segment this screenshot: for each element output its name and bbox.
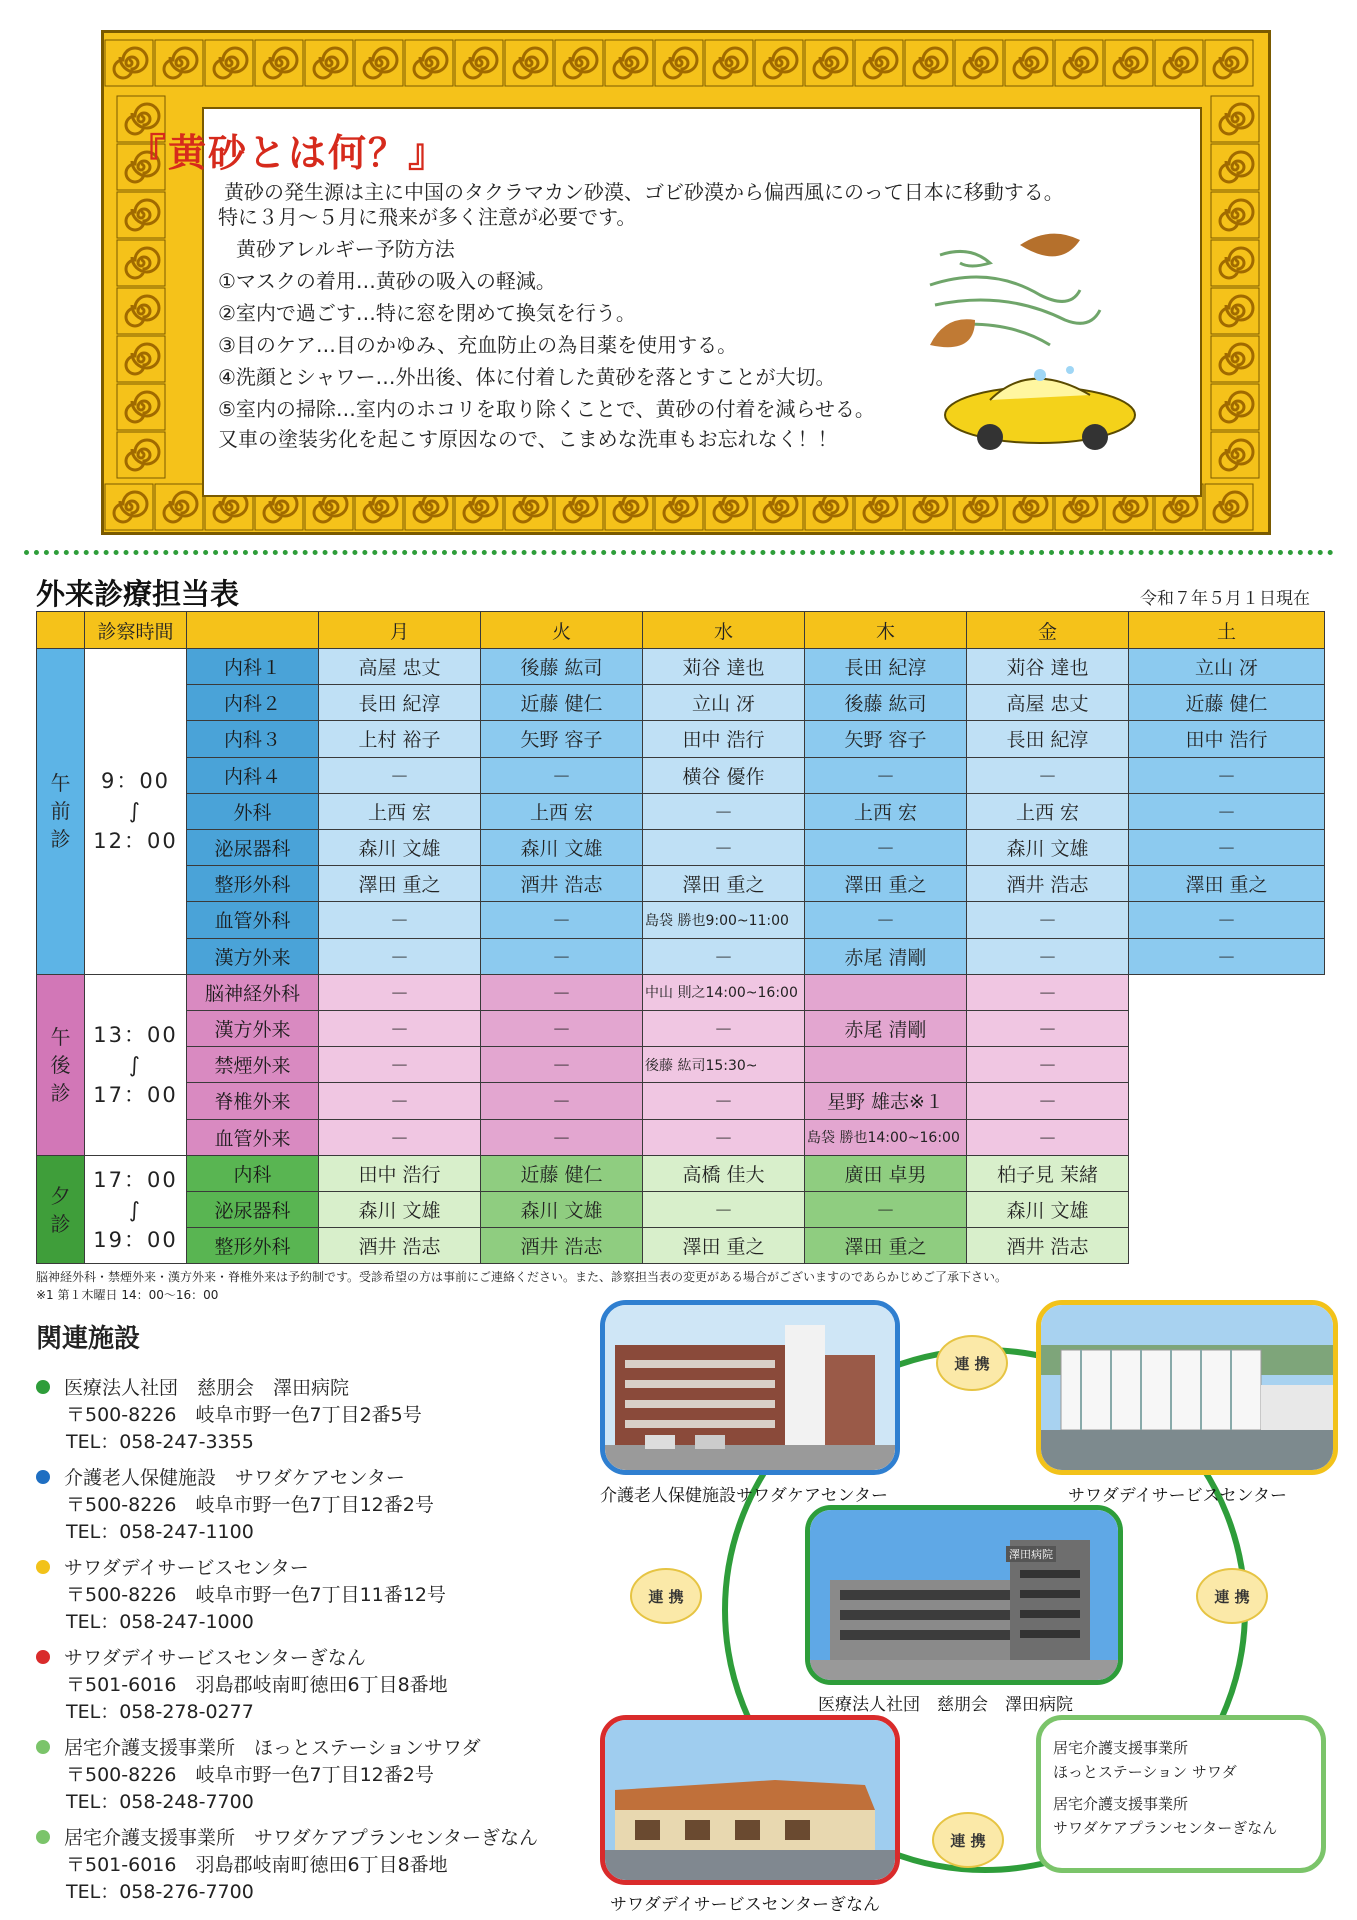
kosa-item: ①マスクの着用…黄砂の吸入の軽減。 xyxy=(218,269,556,293)
spiral-ornament-icon xyxy=(1154,39,1204,87)
session-label-char: 午 xyxy=(50,1024,71,1049)
spiral-ornament-icon xyxy=(954,39,1004,87)
spiral-ornament-icon xyxy=(204,39,254,87)
doctor-cell: － xyxy=(966,1010,1129,1047)
doctor-cell: 長田 紀淳 xyxy=(966,720,1129,757)
time-part: 19：00 xyxy=(93,1227,178,1252)
renkei-badge: 連 携 xyxy=(936,1335,1008,1391)
spiral-ornament-icon xyxy=(354,39,404,87)
doctor-cell: 高橋 佳大 xyxy=(642,1155,805,1192)
doctor-cell: 廣田 卓男 xyxy=(804,1155,967,1192)
dept-cell: 泌尿器科 xyxy=(186,829,319,866)
care-center-caption: 介護老人保健施設サワダケアセンター xyxy=(600,1486,888,1506)
doctor-cell: 高屋 忠丈 xyxy=(318,648,481,685)
header-dept xyxy=(186,611,319,649)
schedule-date: 令和７年５月１日現在 xyxy=(1140,589,1310,609)
doctor-cell: 酒井 浩志 xyxy=(480,865,643,902)
doctor-cell: 苅谷 達也 xyxy=(966,648,1129,685)
doctor-cell: － xyxy=(642,1119,805,1156)
renkei-badge: 連 携 xyxy=(932,1812,1004,1868)
spiral-ornament-icon xyxy=(1054,39,1104,87)
facility-name: サワダデイサービスセンターぎなん xyxy=(64,1647,366,1669)
spiral-ornament-icon xyxy=(804,39,854,87)
day-service-ginan-caption: サワダデイサービスセンターぎなん xyxy=(610,1895,880,1915)
header-day: 土 xyxy=(1128,611,1325,649)
doctor-cell: 田中 浩行 xyxy=(318,1155,481,1192)
facility-name: 介護老人保健施設 サワダケアセンター xyxy=(64,1467,405,1489)
facility-tel: TEL：058-247-1100 xyxy=(66,1521,254,1543)
spiral-ornament-icon xyxy=(754,39,804,87)
doctor-cell: － xyxy=(318,1046,481,1083)
kosa-subtitle: 黄砂アレルギー予防方法 xyxy=(236,237,455,261)
doctor-cell: 酒井 浩志 xyxy=(318,1227,481,1264)
renkei-badge: 連 携 xyxy=(1196,1568,1268,1624)
time-part: ∫ xyxy=(129,799,142,824)
facility-address: 〒500-8226 岐阜市野一色7丁目11番12号 xyxy=(66,1584,446,1606)
dept-cell: 外科 xyxy=(186,793,319,830)
bullet-dot-icon xyxy=(36,1830,50,1844)
facility-address: 〒500-8226 岐阜市野一色7丁目12番2号 xyxy=(66,1764,434,1786)
facility-item xyxy=(36,1465,596,1546)
hospital-photo xyxy=(805,1505,1123,1685)
spiral-ornament-icon xyxy=(116,191,166,239)
doctor-cell: － xyxy=(642,1082,805,1119)
doctor-cell: － xyxy=(480,757,643,794)
doctor-cell: － xyxy=(318,1010,481,1047)
evening-session-label xyxy=(36,1155,85,1265)
doctor-cell: 澤田 重之 xyxy=(1128,865,1325,902)
doctor-cell: 澤田 重之 xyxy=(804,1227,967,1264)
kosa-intro-1: 黄砂の発生源は主に中国のタクラマカン砂漠、ゴビ砂漠から偏西風にのって日本に移動する。 xyxy=(224,180,1064,204)
doctor-cell: － xyxy=(318,901,481,938)
section-divider xyxy=(24,550,1334,555)
schedule-note: 脳神経外科・禁煙外来・漢方外来・脊椎外来は予約制です。受診希望の方は事前にご連絡ください。また、診察担当表の変更がある場合がございますのであらかじめご了承下さい。 xyxy=(36,1270,1008,1284)
doctor-cell: 近藤 健仁 xyxy=(480,1155,643,1192)
doctor-cell: － xyxy=(1128,901,1325,938)
doctor-cell: 近藤 健仁 xyxy=(1128,684,1325,721)
time-part: 13：00 xyxy=(93,1022,178,1047)
session-label-char: 後 xyxy=(50,1052,71,1077)
spiral-ornament-icon xyxy=(116,287,166,335)
doctor-cell: 森川 文雄 xyxy=(318,1191,481,1228)
bullet-dot-icon xyxy=(36,1560,50,1574)
doctor-cell: 赤尾 清剛 xyxy=(804,938,967,975)
spiral-ornament-icon xyxy=(1104,39,1154,87)
doctor-cell: － xyxy=(966,974,1129,1011)
facility-item xyxy=(36,1825,596,1906)
spiral-ornament-icon xyxy=(904,39,954,87)
doctor-cell: 横谷 優作 xyxy=(642,757,805,794)
dept-cell: 脊椎外来 xyxy=(186,1082,319,1119)
doctor-cell: 澤田 重之 xyxy=(804,865,967,902)
session-label-char: 診 xyxy=(50,1080,71,1105)
spiral-ornament-icon xyxy=(404,39,454,87)
facility-address: 〒500-8226 岐阜市野一色7丁目12番2号 xyxy=(66,1494,434,1516)
kosa-intro-2: 特に３月～５月に飛来が多く注意が必要です。 xyxy=(218,205,637,229)
bullet-dot-icon xyxy=(36,1650,50,1664)
doctor-cell: 上西 宏 xyxy=(480,793,643,830)
kosa-closing: 又車の塗装劣化を起こす原因なので、こまめな洗車もお忘れなく！！ xyxy=(218,427,838,451)
spiral-ornament-icon xyxy=(1210,191,1260,239)
afternoon-time-range xyxy=(84,974,187,1156)
dept-cell: 禁煙外来 xyxy=(186,1046,319,1083)
doctor-cell: － xyxy=(804,1191,967,1228)
doctor-cell: 長田 紀淳 xyxy=(804,648,967,685)
facility-tel: TEL：058-278-0277 xyxy=(66,1701,254,1723)
kosa-item: ④洗顔とシャワー…外出後、体に付着した黄砂を落とすことが大切。 xyxy=(218,365,836,389)
spiral-ornament-icon xyxy=(1204,39,1254,87)
time-part: 17：00 xyxy=(93,1082,178,1107)
spiral-ornament-icon xyxy=(116,431,166,479)
dept-cell: 漢方外来 xyxy=(186,938,319,975)
facility-tel: TEL：058-248-7700 xyxy=(66,1791,254,1813)
renkei-badge: 連 携 xyxy=(630,1568,702,1624)
doctor-cell: 立山 冴 xyxy=(642,684,805,721)
facility-item xyxy=(36,1645,596,1726)
spiral-ornament-icon xyxy=(1210,431,1260,479)
doctor-cell: 矢野 容子 xyxy=(480,720,643,757)
doctor-cell: － xyxy=(966,938,1129,975)
spiral-ornament-icon xyxy=(1210,143,1260,191)
facility-address: 〒501-6016 羽島郡岐南町徳田6丁目8番地 xyxy=(66,1674,448,1696)
dept-cell: 泌尿器科 xyxy=(186,1191,319,1228)
session-label-char: 診 xyxy=(50,1211,71,1236)
doctor-cell: 長田 紀淳 xyxy=(318,684,481,721)
dept-cell: 内科 xyxy=(186,1155,319,1192)
dept-cell: 内科２ xyxy=(186,684,319,721)
session-label-char: 前 xyxy=(50,799,71,824)
doctor-cell: 矢野 容子 xyxy=(804,720,967,757)
time-part: 9：00 xyxy=(100,769,171,794)
doctor-cell: － xyxy=(480,938,643,975)
header-blank xyxy=(36,611,85,649)
dept-cell: 内科４ xyxy=(186,757,319,794)
doctor-cell: 島袋 勝也9:00~11:00 xyxy=(642,901,805,938)
doctor-cell: 後藤 紘司 xyxy=(804,684,967,721)
doctor-cell: 上西 宏 xyxy=(804,793,967,830)
kosa-item: ②室内で過ごす…特に窓を閉めて換気を行う。 xyxy=(218,301,636,325)
care-center-photo xyxy=(600,1300,900,1475)
bullet-dot-icon xyxy=(36,1380,50,1394)
spiral-border-top xyxy=(104,39,1268,87)
doctor-cell: 上西 宏 xyxy=(966,793,1129,830)
doctor-cell: 酒井 浩志 xyxy=(480,1227,643,1264)
doctor-cell: － xyxy=(318,1082,481,1119)
spiral-ornament-icon xyxy=(704,39,754,87)
morning-session-label xyxy=(36,648,85,975)
doctor-cell: － xyxy=(1128,829,1325,866)
facility-network-diagram xyxy=(600,1300,1340,1915)
facility-tel: TEL：058-247-1000 xyxy=(66,1611,254,1633)
session-label-char: 診 xyxy=(50,827,71,852)
doctor-cell: － xyxy=(1128,938,1325,975)
kosa-title: 『黄砂とは何？』 xyxy=(128,130,449,175)
doctor-cell: 澤田 重之 xyxy=(642,865,805,902)
facility-name: サワダデイサービスセンター xyxy=(64,1557,309,1579)
spiral-ornament-icon xyxy=(554,39,604,87)
dept-cell: 整形外科 xyxy=(186,865,319,902)
session-label-char: 夕 xyxy=(50,1183,71,1208)
time-part: 17：00 xyxy=(93,1167,178,1192)
evening-time-range xyxy=(84,1155,187,1265)
doctor-cell: 森川 文雄 xyxy=(318,829,481,866)
dept-cell: 血管外来 xyxy=(186,1119,319,1156)
morning-time-range xyxy=(84,648,187,975)
day-service-caption: サワダデイサービスセンター xyxy=(1068,1486,1287,1506)
facility-tel: TEL：058-276-7700 xyxy=(66,1881,254,1903)
doctor-cell: － xyxy=(804,901,967,938)
spiral-ornament-icon xyxy=(1004,39,1054,87)
header-time: 診察時間 xyxy=(84,611,187,649)
doctor-cell: － xyxy=(480,1010,643,1047)
doctor-cell: － xyxy=(642,938,805,975)
wind-leaves-car-illustration xyxy=(920,225,1150,455)
facility-name: 医療法人社団 慈朋会 澤田病院 xyxy=(64,1377,350,1399)
header-day: 火 xyxy=(480,611,643,649)
doctor-cell: 田中 浩行 xyxy=(1128,720,1325,757)
dept-cell: 整形外科 xyxy=(186,1227,319,1264)
spiral-ornament-icon xyxy=(854,39,904,87)
doctor-cell: 島袋 勝也14:00~16:00 xyxy=(804,1119,967,1156)
spiral-ornament-icon xyxy=(654,39,704,87)
doctor-cell: 赤尾 清剛 xyxy=(804,1010,967,1047)
doctor-cell xyxy=(804,1046,967,1083)
doctor-cell: － xyxy=(318,938,481,975)
doctor-cell: 森川 文雄 xyxy=(966,1191,1129,1228)
doctor-cell: 澤田 重之 xyxy=(642,1227,805,1264)
doctor-cell: 上村 裕子 xyxy=(318,720,481,757)
dept-cell: 内科３ xyxy=(186,720,319,757)
schedule-footnote: ※1 第１木曜日 14：00～16：00 xyxy=(36,1288,219,1302)
spiral-ornament-icon xyxy=(116,383,166,431)
doctor-cell: 苅谷 達也 xyxy=(642,648,805,685)
doctor-cell: － xyxy=(480,1082,643,1119)
dept-cell: 血管外科 xyxy=(186,901,319,938)
doctor-cell: － xyxy=(642,829,805,866)
header-day: 金 xyxy=(966,611,1129,649)
hospital-caption: 医療法人社団 慈朋会 澤田病院 xyxy=(818,1695,1073,1715)
doctor-cell: 森川 文雄 xyxy=(966,829,1129,866)
doctor-cell: 近藤 健仁 xyxy=(480,684,643,721)
session-label-char: 午 xyxy=(50,771,71,796)
doctor-cell: 星野 雄志※１ xyxy=(804,1082,967,1119)
header-day: 月 xyxy=(318,611,481,649)
time-part: ∫ xyxy=(129,1052,142,1077)
doctor-cell: － xyxy=(318,757,481,794)
doctor-cell: － xyxy=(804,757,967,794)
header-day: 木 xyxy=(804,611,967,649)
facility-address: 〒500-8226 岐阜市野一色7丁目2番5号 xyxy=(66,1404,422,1426)
care-box-line: サワダケアプランセンターぎなん xyxy=(1053,1819,1278,1837)
car-icon xyxy=(945,366,1135,450)
care-box-line: ほっとステーション サワダ xyxy=(1053,1763,1237,1781)
care-box-line: 居宅介護支援事業所 xyxy=(1053,1739,1189,1757)
spiral-ornament-icon xyxy=(304,39,354,87)
spiral-ornament-icon xyxy=(254,39,304,87)
doctor-cell: － xyxy=(804,829,967,866)
facility-item xyxy=(36,1735,596,1816)
spiral-ornament-icon xyxy=(454,39,504,87)
kosa-item: ③目のケア…目のかゆみ、充血防止の為目薬を使用する。 xyxy=(218,333,738,357)
doctor-cell: 酒井 浩志 xyxy=(966,1227,1129,1264)
dept-cell: 脳神経外科 xyxy=(186,974,319,1011)
doctor-cell: － xyxy=(480,1119,643,1156)
spiral-ornament-icon xyxy=(1210,239,1260,287)
schedule-table xyxy=(36,611,1324,1259)
doctor-cell: － xyxy=(642,1010,805,1047)
facility-item xyxy=(36,1555,596,1636)
doctor-cell: 中山 則之14:00~16:00 xyxy=(642,974,805,1011)
time-part: ∫ xyxy=(129,1197,142,1222)
doctor-cell: 森川 文雄 xyxy=(480,1191,643,1228)
spiral-ornament-icon xyxy=(504,39,554,87)
care-box-line: 居宅介護支援事業所 xyxy=(1053,1795,1189,1813)
spiral-ornament-icon xyxy=(104,39,154,87)
afternoon-session-label xyxy=(36,974,85,1156)
facility-name: 居宅介護支援事業所 ほっとステーションサワダ xyxy=(64,1737,481,1759)
facility-item xyxy=(36,1375,596,1456)
doctor-cell: 高屋 忠丈 xyxy=(966,684,1129,721)
doctor-cell: － xyxy=(966,901,1129,938)
dept-cell: 漢方外来 xyxy=(186,1010,319,1047)
doctor-cell: － xyxy=(966,1119,1129,1156)
doctor-cell: 澤田 重之 xyxy=(318,865,481,902)
doctor-cell xyxy=(804,974,967,1011)
doctor-cell: － xyxy=(480,1046,643,1083)
facilities-title: 関連施設 xyxy=(36,1324,141,1354)
spiral-border-right xyxy=(1210,95,1260,535)
bullet-dot-icon xyxy=(36,1740,50,1754)
spiral-ornament-icon xyxy=(1210,95,1260,143)
facility-name: 居宅介護支援事業所 サワダケアプランセンターぎなん xyxy=(64,1827,539,1849)
care-support-box xyxy=(1036,1715,1326,1873)
day-service-ginan-photo xyxy=(600,1715,900,1885)
doctor-cell: 後藤 紘司15:30~ xyxy=(642,1046,805,1083)
spiral-ornament-icon xyxy=(116,335,166,383)
doctor-cell: 立山 冴 xyxy=(1128,648,1325,685)
doctor-cell: － xyxy=(318,974,481,1011)
header-day: 水 xyxy=(642,611,805,649)
hospital-sign: 澤田病院 xyxy=(1006,1546,1056,1562)
doctor-cell: － xyxy=(318,1119,481,1156)
doctor-cell: － xyxy=(1128,757,1325,794)
dept-cell: 内科１ xyxy=(186,648,319,685)
spiral-ornament-icon xyxy=(1210,287,1260,335)
doctor-cell: 森川 文雄 xyxy=(480,829,643,866)
doctor-cell: 酒井 浩志 xyxy=(966,865,1129,902)
spiral-ornament-icon xyxy=(116,239,166,287)
kosa-item: ⑤室内の掃除…室内のホコリを取り除くことで、黄砂の付着を減らせる。 xyxy=(218,397,875,421)
doctor-cell: 田中 浩行 xyxy=(642,720,805,757)
bullet-dot-icon xyxy=(36,1470,50,1484)
doctor-cell: － xyxy=(966,1082,1129,1119)
doctor-cell: 後藤 紘司 xyxy=(480,648,643,685)
doctor-cell: － xyxy=(480,974,643,1011)
day-service-photo xyxy=(1036,1300,1338,1475)
doctor-cell: － xyxy=(1128,793,1325,830)
doctor-cell: － xyxy=(966,1046,1129,1083)
spiral-ornament-icon xyxy=(604,39,654,87)
facility-address: 〒501-6016 羽島郡岐南町徳田6丁目8番地 xyxy=(66,1854,448,1876)
doctor-cell: － xyxy=(966,757,1129,794)
facility-tel: TEL：058-247-3355 xyxy=(66,1431,254,1453)
doctor-cell: 柏子見 茉緒 xyxy=(966,1155,1129,1192)
doctor-cell: － xyxy=(480,901,643,938)
time-part: 12：00 xyxy=(93,829,178,854)
doctor-cell: 上西 宏 xyxy=(318,793,481,830)
spiral-ornament-icon xyxy=(1210,335,1260,383)
spiral-ornament-icon xyxy=(154,39,204,87)
doctor-cell: － xyxy=(642,1191,805,1228)
doctor-cell: － xyxy=(642,793,805,830)
spiral-ornament-icon xyxy=(1210,383,1260,431)
schedule-title: 外来診療担当表 xyxy=(36,577,240,611)
